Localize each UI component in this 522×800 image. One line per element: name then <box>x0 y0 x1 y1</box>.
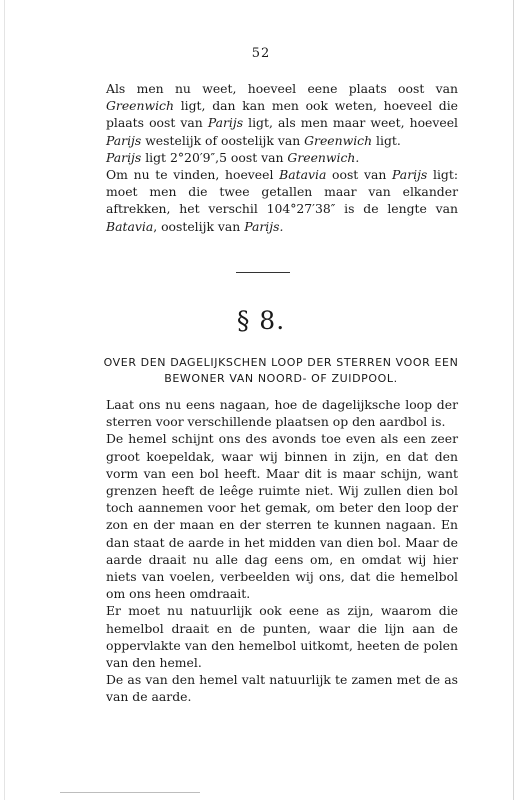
section-number: § 8. <box>236 306 286 335</box>
text-run: ligt. <box>372 132 401 148</box>
italic-text: Greenwich. <box>287 149 360 165</box>
paragraph <box>106 396 458 430</box>
italic-text: Parijs <box>106 132 142 148</box>
top-text-block <box>106 80 458 235</box>
page-number: 52 <box>251 46 271 61</box>
paragraph <box>106 166 458 235</box>
page-edge-bottom <box>60 792 200 793</box>
text-run: De as van den hemel valt natuurlijk te zamen met de as van de aarde. <box>106 672 458 705</box>
text-run: oost van <box>326 167 393 183</box>
text-run: Om nu te vinden, hoeveel <box>106 167 280 183</box>
italic-text: Batavia <box>279 167 327 183</box>
italic-text: Greenwich <box>106 98 174 114</box>
text-run: ligt, dan kan men ook weten, hoeveel die plaats oost van <box>106 98 458 131</box>
text-run: westelijk of oostelijk van <box>141 132 305 148</box>
page-edge-right <box>513 0 514 800</box>
italic-text: Batavia <box>106 218 154 234</box>
paragraph <box>106 149 458 166</box>
section-body-text <box>106 396 458 706</box>
text-run: Als men nu weet, hoeveel eene plaats oost van <box>106 81 458 96</box>
paragraph <box>106 80 458 149</box>
text-run: De hemel schijnt ons des avonds toe even als een zeer groot koepeldak, waar wij binnen in zijn, en dat den vorm van een bol heeft. Maar dit is maar schijn, want grenzen heeft de leêge ruimte niet. Wij zullen dien bol toch aannemen voor het gemak, om beter den loop der zon en der maan en der sterren te kunnen nagaan. En dan staat de aarde in het midden van dien bol. Maar de aarde draait nu alle dag eens om, en omdat wij hier niets van voelen, verbeelden wij ons, dat die hemelbol om ons heen omdraait. <box>106 431 458 602</box>
text-run: Er moet nu natuurlijk ook eene as zijn, waarom die hemelbol draait en de punten, waar die lijn aan de oppervlakte van den hemelbol uitkomt, heeten de polen van den hemel. <box>106 603 458 671</box>
italic-text: Parijs <box>207 115 244 131</box>
text-run: ligt: moet men die twee getallen maar van elkander aftrekken, het verschil 104°27′38″ is de lengte van <box>106 167 458 217</box>
italic-text: Parijs. <box>244 218 284 234</box>
paragraph <box>106 602 458 671</box>
text-run: Laat ons nu eens nagaan, hoe de dagelijksche loop der sterren voor verschillende plaatsen op den aardbol is. <box>106 397 458 430</box>
italic-text: Parijs <box>392 167 428 183</box>
text-run: ligt 2°20′9″,5 oost van <box>141 149 288 165</box>
italic-text: Parijs <box>106 149 142 165</box>
text-run: , oostelijk van <box>153 218 245 234</box>
section-title-line: BEWONER VAN NOORD- OF ZUIDPOOL. <box>164 372 398 385</box>
section-divider-rule <box>236 272 290 273</box>
section-title-line: OVER DEN DAGELIJKSCHEN LOOP DER STERREN VOOR EEN <box>103 356 459 369</box>
italic-text: Greenwich <box>304 132 373 148</box>
paragraph <box>106 430 458 602</box>
page-edge-left <box>4 0 5 800</box>
text-run: ligt, als men maar weet, hoeveel <box>243 115 459 131</box>
section-title <box>96 355 466 387</box>
paragraph <box>106 671 458 705</box>
